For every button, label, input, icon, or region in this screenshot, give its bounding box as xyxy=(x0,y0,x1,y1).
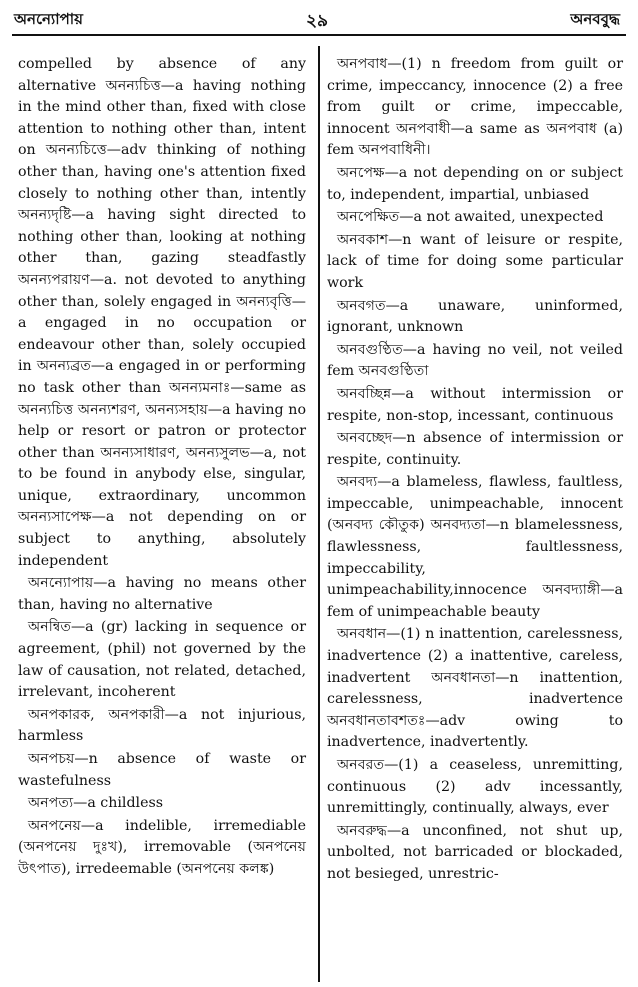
left-running-headword: অনন্যোপায় xyxy=(14,10,83,28)
right-column xyxy=(327,54,623,887)
dictionary-entry: অনবকাশ—n want of leisure or respite, lack of time for doing some particular work xyxy=(327,231,623,291)
page-number: ২৯ xyxy=(306,11,329,31)
dictionary-entry: অনপনেয়—a indelible, irremediable (অনপনেয় দুঃখ), irremovable (অনপনেয় উৎপাত), irredeemable (অনপনেয় কলঙ্ক) xyxy=(18,817,306,877)
dictionary-entry: অনন্বিত—a (gr) lacking in sequence or agreement, (phil) not governed by the law of causation, not related, detached, irrelevant, incoherent xyxy=(18,619,306,701)
dictionary-entry: অনপত্য—a childless xyxy=(28,795,164,812)
dictionary-entry: অনন্যোপায়—a having no means other than, having no alternative xyxy=(18,575,306,613)
dictionary-entry: অনবধান—(1) n inattention, carelessness, inadvertence (2) a inattentive, careless, inadvertent অনবধানতা—n inattention, carelessness, inadvertence অনবধানতাবশতঃ—adv owing to inadvertence, inadvertently. xyxy=(327,626,623,751)
dictionary-entry: অনপবাধ—(1) n freedom from guilt or crime, impeccancy, innocence (2) a free from guilt or crime, impeccable, innocent অনপবাধী—a same as অনপবাধ (a) fem অনপবাধিনী। xyxy=(327,56,623,159)
dictionary-entry: অনপচয়—n absence of waste or wastefulness xyxy=(18,751,306,789)
dictionary-entry: অনবচ্ছিন্ন—a without intermission or respite, non-stop, incessant, continuous xyxy=(327,385,623,424)
dictionary-entry: অনপেক্ষ—a not depending on or subject to, independent, impartial, unbiased xyxy=(327,164,623,203)
dictionary-entry: অনবরত—(1) a ceaseless, unremitting, continuous (2) adv incessantly, unremittingly, continually, always, ever xyxy=(327,757,623,817)
dictionary-entry: অনবদ্য—a blameless, flawless, faultless, impeccable, unimpeachable, innocent (অনবদ্য কৌতুক) অনবদ্যতা—n blamelessness, flawlessness, faultlessness, impeccability, unimpeachability,innocence অনবদ্যাঙ্গী—a fem of unimpeachable beauty xyxy=(327,474,623,620)
dictionary-entry: অনবগুণ্ঠিত—a having no veil, not veiled fem অনবগুণ্ঠিতা xyxy=(327,341,623,380)
page-header xyxy=(0,0,638,44)
dictionary-entry: অনবগত—a unaware, uninformed, ignorant, unknown xyxy=(327,297,623,336)
header-rule xyxy=(12,34,626,36)
right-running-headword: অনববুদ্ধ xyxy=(570,10,620,28)
dictionary-entry: compelled by absence of any alternative অনন্যচিত্ত—a having nothing in the mind other than, fixed with close attention to nothing other than, intent on অনন্যচিত্তে—adv thinking of nothing other than, having one's attention fixed closely to nothing other than, intently অনন্যদৃষ্টি—a having sight directed to nothing other than, looking at nothing other than, gazing steadfastly অনন্যপরায়ণ—a. not devoted to anything other than, solely engaged in অনন্যবৃত্তি—a engaged in no occupation or endeavour other than, solely occupied in অনন্যব্রত—a engaged in or performing no task other than অনন্যমনাঃ—same as অনন্যচিত্ত অনন্যশরণ, অনন্যসহায়—a having no help or resort or patron or protector other than অনন্যসাধারণ, অনন্যসুলভ—a, not to be found in anybody else, singular, unique, extraordinary, uncommon অনন্যসাপেক্ষ—a not depending on or subject to anything, absolutely independent xyxy=(18,56,306,569)
column-divider xyxy=(318,46,320,982)
dictionary-entry: অনপেক্ষিত—a not awaited, unexpected xyxy=(337,209,604,226)
dictionary-entry: অনপকারক, অনপকারী—a not injurious, harmless xyxy=(18,706,306,745)
dictionary-entry: অনবচ্ছেদ—n absence of intermission or respite, continuity. xyxy=(327,430,623,468)
left-column xyxy=(18,54,306,882)
dictionary-entry: অনবরুদ্ধ—a unconfined, not shut up, unbolted, not barricaded or blockaded, not besieged, unrestric- xyxy=(327,822,623,882)
